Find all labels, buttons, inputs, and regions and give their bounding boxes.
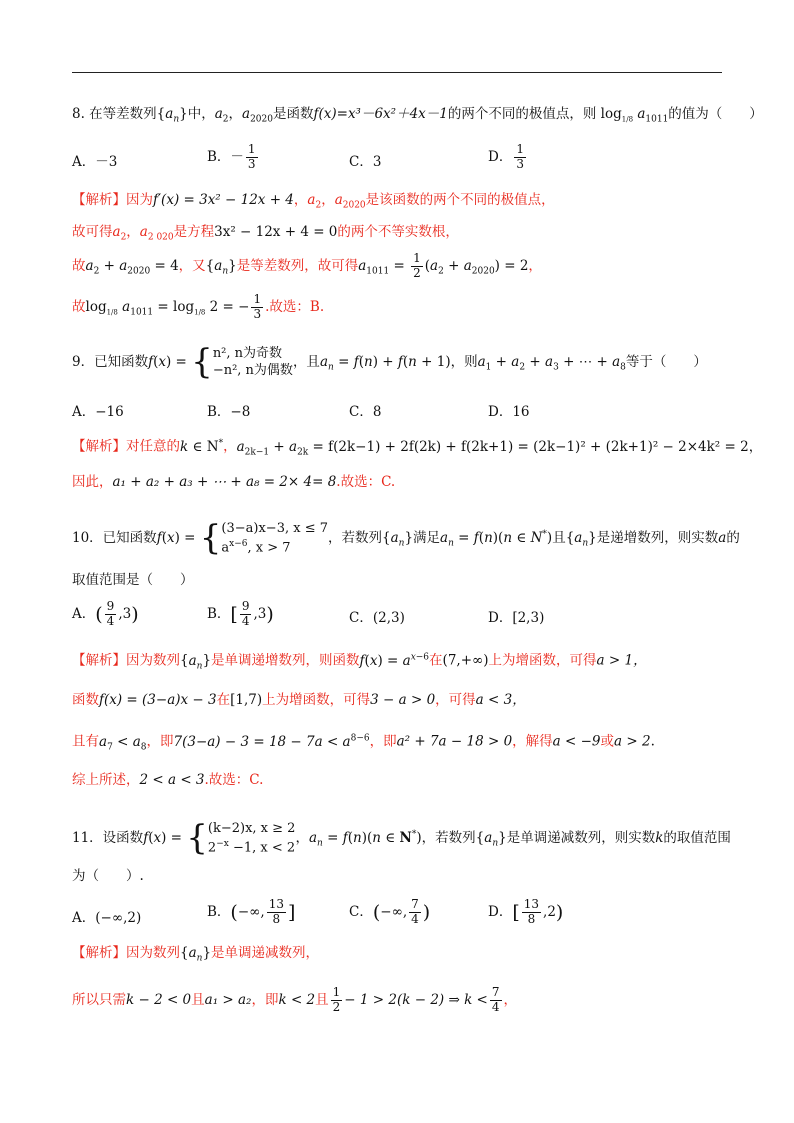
q8-solution-line2: 故可得$a_2$，$a_{2 020}$是方程3x² − 12x + 4 = 0的两个不等实数根， [72,224,459,243]
q10-option-b[interactable]: B．[ $\frac{9}{4}$ ,3) [207,599,274,628]
q9-solution-line1: 【解析】对任意的k ∈ N*，$a_{2k-1} + a_{2k} = f(2k-1) + 2f(2k) + f(2k+1) = (2k-1)^2 + (2k+1)^2 - 2\times 4k^2 = 2$， [72,438,763,458]
q10-solution-line2: 函数f(x) = (3−a)x − 3在[1,7)上为增函数，可得3 − a > 0，可得a < 3， [72,692,526,708]
q9-option-d[interactable]: D．16 [488,404,530,420]
header-rule [72,72,722,73]
q10-stem-line2: 取值范围是（ ） [72,572,194,588]
q10-stem: 10．已知函数f(x) = { (3−a)x−3, x ≤ 7 $a^{x-6}$, x > 7 ，若数列$\{a_n\}$满足$a_n = f(n)(n$ ∈ N*)且$\{a_n\}$是递增数列，则实数a的 [72,518,740,558]
q9-option-a[interactable]: A．−16 [72,404,124,420]
q11-option-c[interactable]: C．(−∞, $\frac{7}{4}$ ) [349,897,431,926]
q11-option-d[interactable]: D．[ $\frac{13}{8}$ ,2) [488,897,564,926]
q10-option-d[interactable]: D．[2,3) [488,610,545,626]
q11-option-b[interactable]: B．(−∞, $\frac{13}{8}$ ] [207,897,296,926]
q8-option-a[interactable]: A．－3 [72,154,118,170]
q9-option-b[interactable]: B．−8 [207,404,251,420]
q11-stem-line2: 为（ ）. [72,868,144,884]
q10-solution-line4: 综上所述，2 < a < 3.故选：C. [72,772,264,788]
q8-solution-line3: 故$a_2 + a_{2020} = 4$，又$\{a_n\}$是等差数列，故可得$a_{1011}$ = $\frac{1}{2}$ $(a_2 + a_{2020}) = 2$， [72,251,542,280]
q10-option-a[interactable]: A．( $\frac{9}{4}$ ,3) [72,599,139,628]
q8-option-b[interactable]: B．－ $\frac{1}{3}$ [207,142,256,171]
q11-option-a[interactable]: A．(−∞,2) [72,910,142,926]
q8-solution-line1: 【解析】因为f′(x) = 3x² − 12x + 4，$a_2$，$a_{2020}$是该函数的两个不同的极值点， [72,192,555,211]
q8-stem: 8. 在等差数列$\{a_n\}$中，$a_2$，$a_{2020}$是函数f(x)=x³－6x²＋4x－1的两个不同的极值点，则 $\log_{1/8} a_{1011}$的值为（ ） [72,106,763,125]
q11-solution-line2: 所以只需k − 2 < 0且a₁ > a₂，即k < 2且 $\frac{1}{2}$ − 1 > 2(k − 2) ⇒ k < $\frac{7}{4}$ ， [72,985,517,1014]
q8-option-c[interactable]: C．3 [349,154,382,170]
q9-stem: 9．已知函数f(x) = { n², n为奇数 −n², n为偶数 ，且$a_n = f(n) + f(n + 1)$，则$a_1 + a_2 + a_3$ + ⋯ + $a_8$等于（ ） [72,342,707,382]
q8-solution-line4: 故$\log_{1/8} a_{1011} = \log_{1/8} 2$ = − $\frac{1}{3}$ .故选：B. [72,292,325,321]
q11-solution-line1: 【解析】因为数列$\{a_n\}$是单调递减数列， [72,945,320,964]
q11-stem: 11．设函数f(x) = { (k−2)x, x ≥ 2 $2^{-x} -1$, x < 2 ，$a_n = f(n)(n$ ∈ N*)，若数列$\{a_n\}$是单调递减数列，则实数k的取值范围 [72,818,731,858]
q9-option-c[interactable]: C．8 [349,404,382,420]
q10-option-c[interactable]: C．(2,3) [349,610,405,626]
q10-solution-line3: 且有$a_7 < a_8$，即$7(3-a) - 3 = 18 - 7a < a^{8-6}$，即a² + 7a − 18 > 0，解得a < −9或a > 2. [72,733,655,753]
q10-solution-line1: 【解析】因为数列$\{a_n\}$是单调递增数列，则函数$f(x) = a^{x-6}$在(7,+∞)上为增函数，可得a > 1， [72,652,647,672]
q8-option-d[interactable]: D． $\frac{1}{3}$ [488,142,524,171]
q9-solution-line2: 因此，a₁ + a₂ + a₃ + ⋯ + a₈ = 2× 4= 8.故选：C. [72,474,396,490]
